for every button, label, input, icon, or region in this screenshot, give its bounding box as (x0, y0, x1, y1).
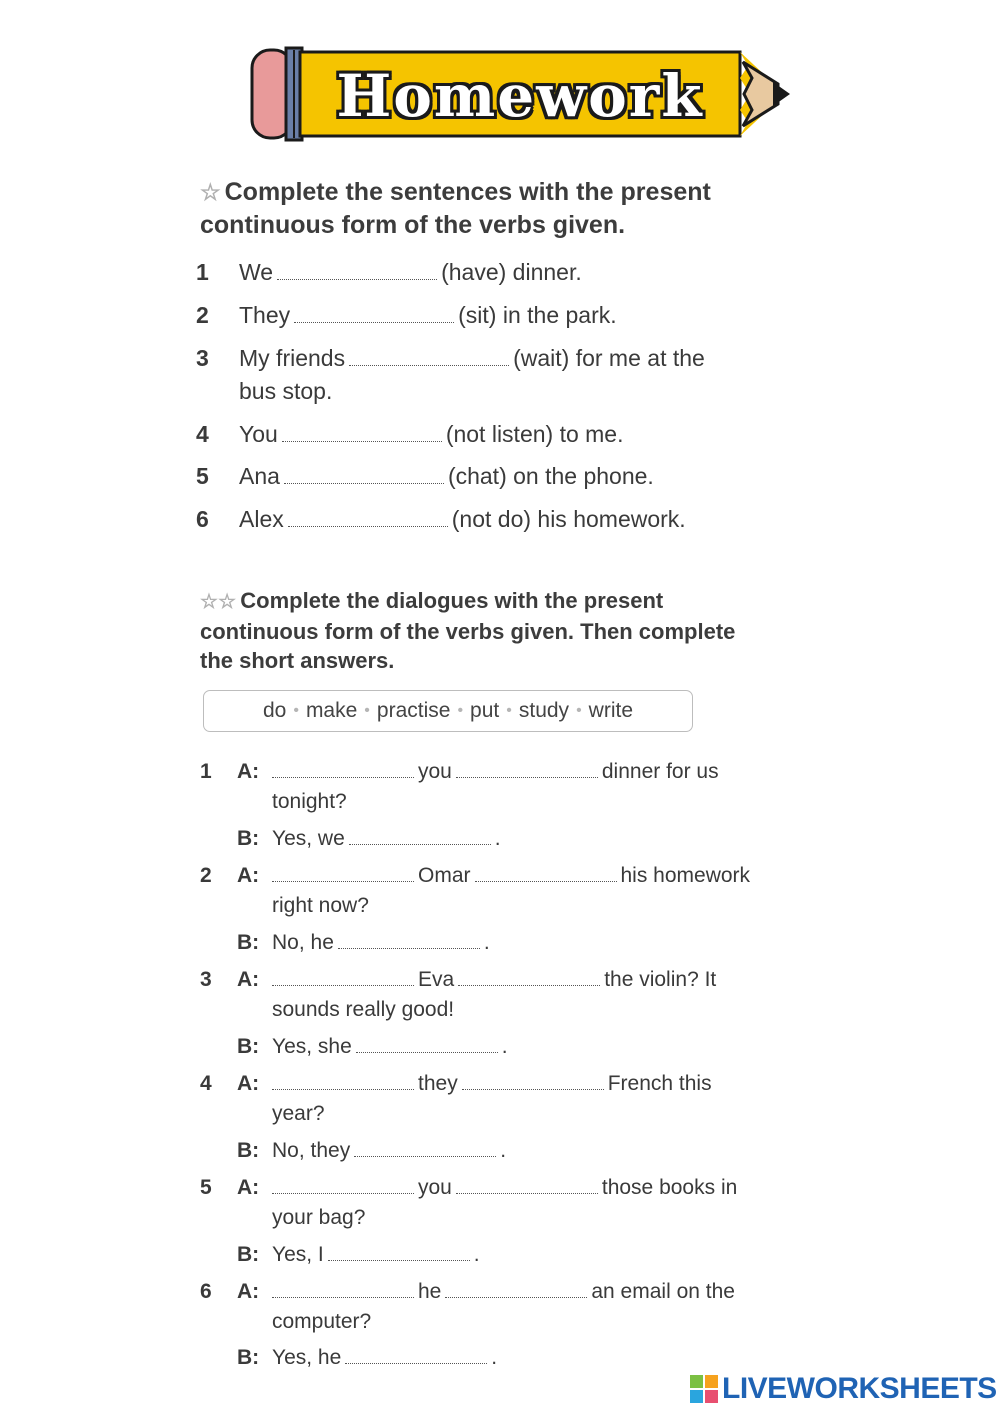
answer-blank[interactable] (288, 514, 448, 527)
two-stars-icon: ☆☆ (200, 591, 237, 613)
exercise-2-instruction: ☆☆ Complete the dialogues with the present continuous form of the verbs given. Then complete the short answers. (200, 588, 736, 673)
word-bank-word: make (305, 699, 358, 722)
answer-blank[interactable] (475, 869, 617, 882)
word-bank-word: study (518, 699, 570, 722)
answer-blank[interactable] (272, 973, 414, 986)
word-bank-word: write (588, 699, 634, 722)
answer-blank[interactable] (272, 1181, 414, 1194)
liveworksheets-logo (690, 1372, 997, 1406)
page-title: Homework (336, 62, 704, 130)
answer-blank[interactable] (272, 869, 414, 882)
exercise-1-instruction: ☆ Complete the sentences with the present continuous form of the verbs given. (200, 178, 711, 239)
answer-blank[interactable] (354, 1144, 496, 1157)
answer-blank[interactable] (445, 1285, 587, 1298)
liveworksheets-logo-icon (690, 1375, 718, 1403)
word-bank-word: do (262, 699, 287, 722)
answer-blank[interactable] (272, 1077, 414, 1090)
answer-blank[interactable] (345, 1351, 487, 1364)
answer-blank[interactable] (272, 765, 414, 778)
word-bank-word: put (470, 699, 500, 722)
answer-blank[interactable] (272, 1285, 414, 1298)
answer-blank[interactable] (294, 310, 454, 323)
answer-blank[interactable] (458, 973, 600, 986)
answer-blank[interactable] (282, 429, 442, 442)
star-icon: ☆ (200, 179, 221, 205)
word-bank: do • make • practise • put • study • write (203, 690, 693, 732)
answer-blank[interactable] (462, 1077, 604, 1090)
answer-blank[interactable] (284, 471, 444, 484)
brand-name: LIVEWORKSHEETS (722, 1372, 997, 1405)
answer-blank[interactable] (349, 832, 491, 845)
answer-blank[interactable] (356, 1040, 498, 1053)
answer-blank[interactable] (349, 353, 509, 366)
answer-blank[interactable] (277, 267, 437, 280)
answer-blank[interactable] (456, 1181, 598, 1194)
answer-blank[interactable] (328, 1248, 470, 1261)
answer-blank[interactable] (456, 765, 598, 778)
answer-blank[interactable] (338, 936, 480, 949)
word-bank-word: practise (376, 699, 451, 722)
